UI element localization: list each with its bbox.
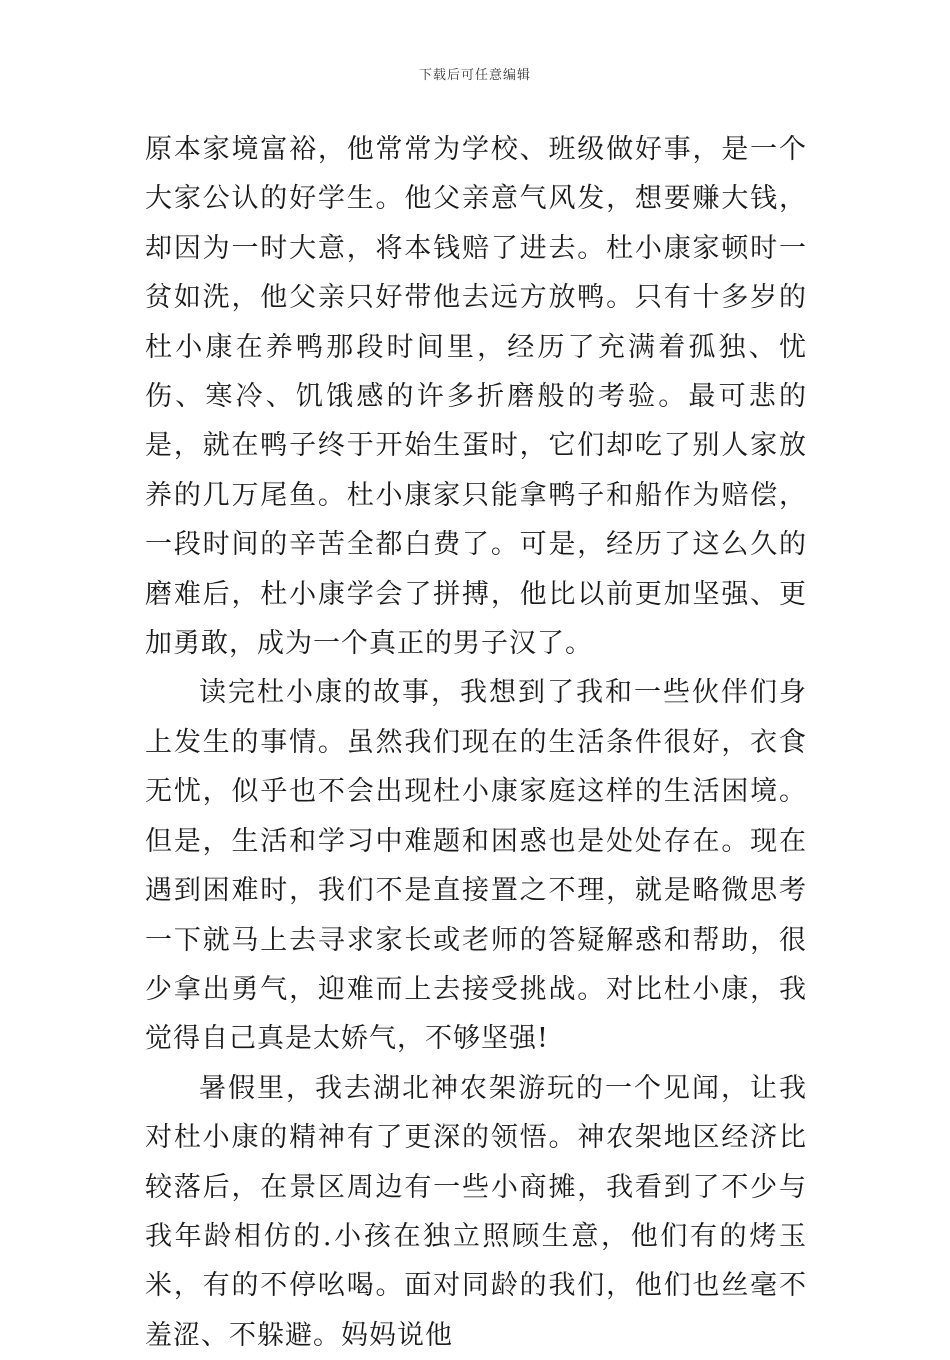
body-text: [145, 125, 807, 1360]
header-note: 下载后可任意编辑: [418, 68, 531, 83]
paragraph-reflection: 读完杜小康的故事，我想到了我和一些伙伴们身上发生的事情。虽然我们现在的生活条件很好，衣食无忧，似乎也不会出现杜小康家庭这样的生活困境。但是，生活和学习中难题和困惑也是处处存在。现在遇到困难时，我们不是直接置之不理，就是略微思考一下就马上去寻求家长或老师的答疑解惑和帮助，很少拿出勇气，迎难而上去接受挑战。对比杜小康，我觉得自己真是太娇气，不够坚强!: [145, 677, 807, 1055]
paragraph-continuation: 原本家境富裕，他常常为学校、班级做好事，是一个大家公认的好学生。他父亲意气风发，想要赚大钱，却因为一时大意，将本钱赔了进去。杜小康家顿时一贫如洗，他父亲只好带他去远方放鸭。只有十多岁的杜小康在养鸭那段时间里，经历了充满着孤独、忧伤、寒冷、饥饿感的许多折磨般的考验。最可悲的是，就在鸭子终于开始生蛋时，它们却吃了别人家放养的几万尾鱼。杜小康家只能拿鸭子和船作为赔偿，一段时间的辛苦全都白费了。可是，经历了这么久的磨难后，杜小康学会了拼搏，他比以前更加坚强、更加勇敢，成为一个真正的男子汉了。: [145, 134, 807, 660]
paragraph-summer-trip: 暑假里，我去湖北神农架游玩的一个见闻，让我对杜小康的精神有了更深的领悟。神农架地区经济比较落后，在景区周边有一些小商摊，我看到了不少与我年龄相仿的.小孩在独立照顾生意，他们有的烤玉米，有的不停吆喝。面对同龄的我们，他们也丝毫不羞涩、不躲避。妈妈说他: [145, 1072, 807, 1351]
